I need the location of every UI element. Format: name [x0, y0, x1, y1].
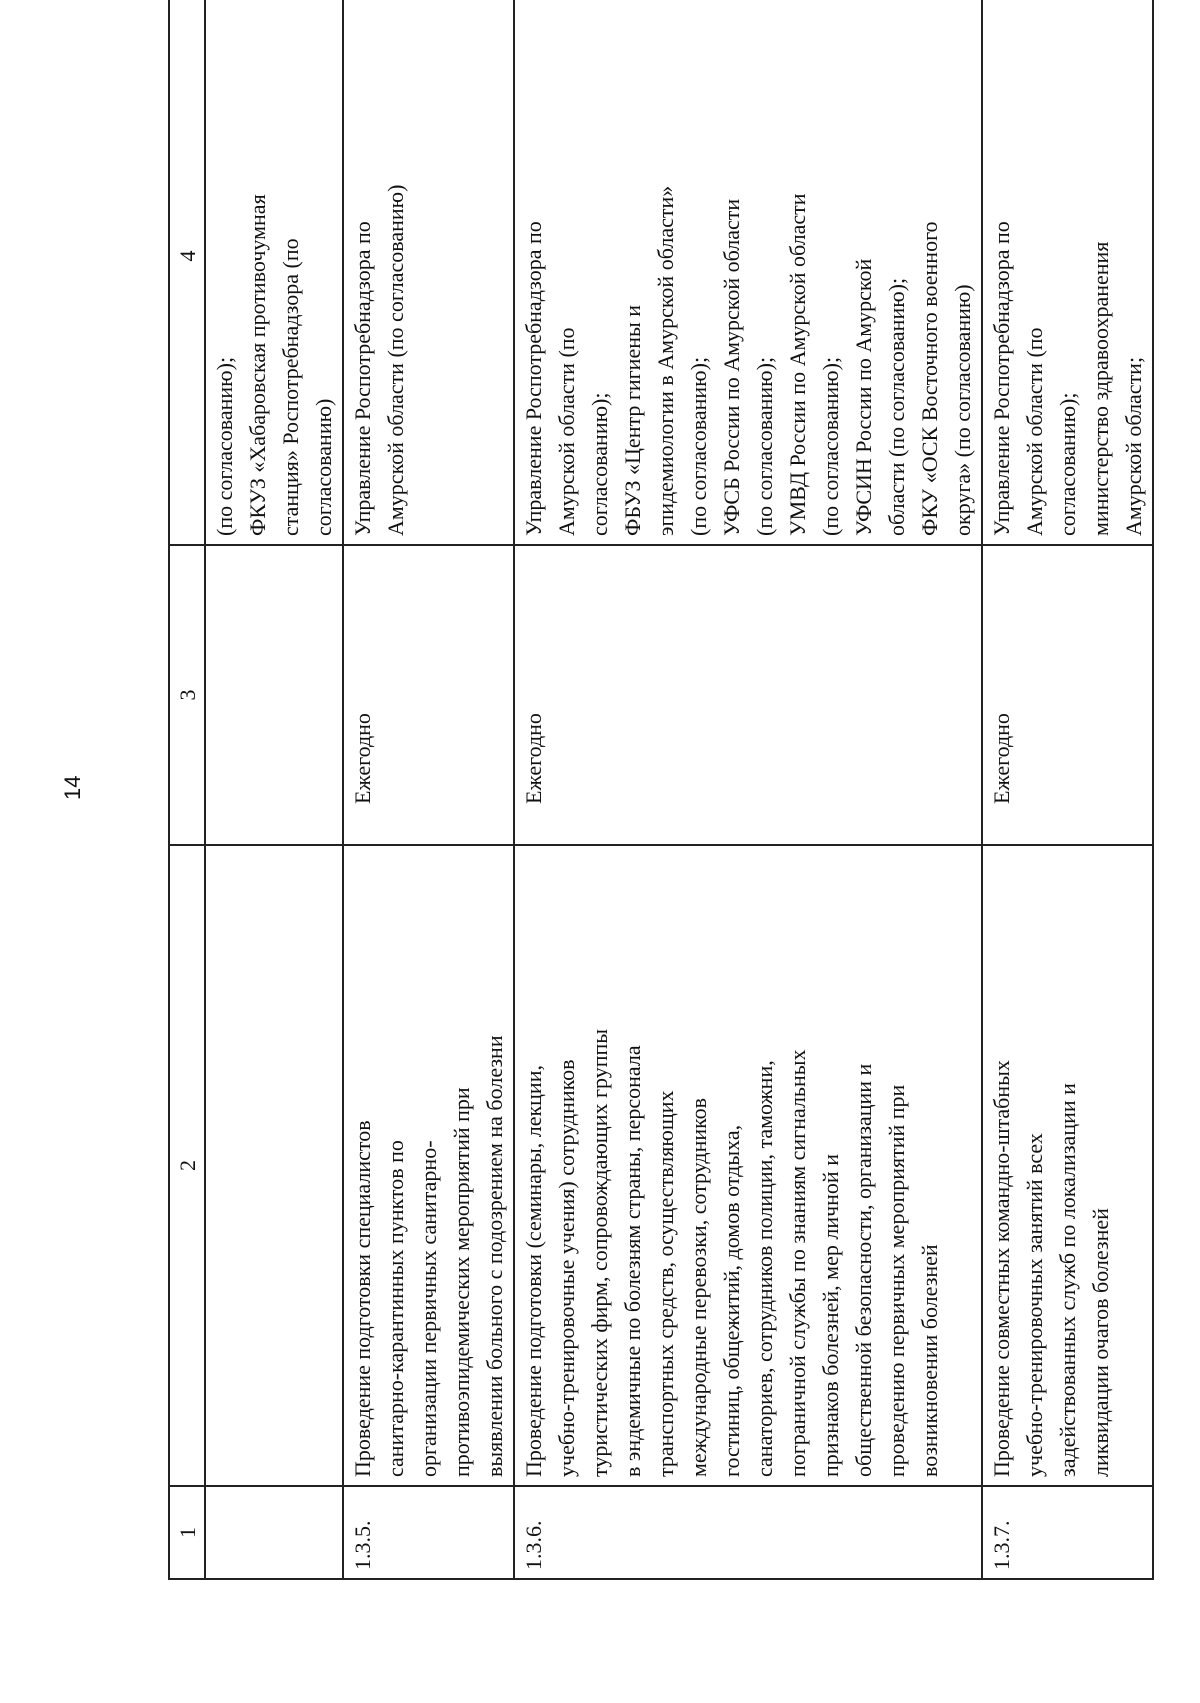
- cell-text-line: ФКУ «ОСК Восточного военного: [917, 221, 942, 536]
- cell-text-line: УФСИН России по Амурской: [851, 258, 876, 536]
- item-number-cell: 1.3.7.: [982, 1486, 1153, 1579]
- cell-text-line: выявлении больного с подозрением на болезни: [482, 1035, 507, 1477]
- cell-text-line: (по согласованию);: [752, 356, 777, 536]
- cell-text-line: УМВД России по Амурской области: [785, 193, 810, 536]
- cell-text-line: гостиниц, общежитий, домов отдыха,: [719, 1124, 744, 1477]
- table-row: [205, 0, 343, 1579]
- cell-text-line: согласованию);: [1055, 392, 1080, 536]
- cell-text-line: Проведение подготовки (семинары, лекции,: [521, 1065, 546, 1477]
- cell-text-line: министерство здравоохранения: [1088, 241, 1113, 536]
- period-cell: [205, 545, 343, 845]
- executors-cell: [982, 0, 1153, 545]
- cell-text-line: общественной безопасности, организации и: [851, 1063, 876, 1477]
- cell-text-line: проведению первичных мероприятий при: [884, 1084, 909, 1477]
- cell-text-line: области (по согласованию);: [884, 277, 909, 536]
- period-cell: Ежегодно: [343, 545, 514, 845]
- col-header-3: 3: [169, 545, 205, 845]
- cell-text-line: Амурской области (по: [1022, 327, 1047, 536]
- cell-text-line: Амурской области (по согласованию): [383, 184, 408, 536]
- activity-cell: [343, 845, 514, 1486]
- cell-text-line: пограничной службы по знаниям сигнальных: [785, 1049, 810, 1477]
- period-cell: Ежегодно: [514, 545, 982, 845]
- col-header-1: 1: [169, 1486, 205, 1579]
- cell-text-line: ФКУЗ «Хабаровская противочумная: [245, 194, 270, 536]
- period-cell: Ежегодно: [982, 545, 1153, 845]
- cell-text-line: учебно-тренировочные учения) сотрудников: [554, 1059, 579, 1477]
- table-row: [343, 0, 514, 1579]
- executors-cell: [514, 0, 982, 545]
- cell-text-line: туристических фирм, сопровождающих группы: [587, 1028, 612, 1477]
- activity-cell: [205, 845, 343, 1486]
- cell-text-line: согласованию);: [587, 392, 612, 536]
- cell-text-line: Управление Роспотребнадзора по: [521, 221, 546, 536]
- cell-text-line: Амурской области (по: [554, 327, 579, 536]
- item-number-cell: 1.3.6.: [514, 1486, 982, 1579]
- table-body: [205, 0, 1153, 1579]
- cell-text-line: Проведение подготовки специалистов: [350, 1120, 375, 1477]
- cell-text-line: согласованию): [311, 398, 336, 536]
- cell-text-line: УФСБ России по Амурской области: [719, 198, 744, 536]
- cell-text-line: задействованных служб по локализации и: [1055, 1083, 1080, 1477]
- cell-text-line: санаториев, сотрудников полиции, таможни,: [752, 1060, 777, 1477]
- plan-table: [168, 0, 1154, 1580]
- activity-cell: [982, 845, 1153, 1486]
- col-header-4: 4: [169, 0, 205, 545]
- cell-text-line: (по согласованию);: [686, 356, 711, 536]
- cell-text-line: Управление Роспотребнадзора по: [989, 221, 1014, 536]
- cell-text-line: возникновении болезней: [917, 1244, 942, 1477]
- cell-text-line: транспортных средств, осуществляющих: [653, 1090, 678, 1477]
- cell-text-line: Управление Роспотребнадзора по: [350, 221, 375, 536]
- rotated-table-container: [168, 40, 1146, 1580]
- table-row: [514, 0, 982, 1579]
- cell-text-line: ликвидации очагов болезней: [1088, 1208, 1113, 1477]
- executors-cell: [343, 0, 514, 545]
- cell-text-line: ФБУЗ «Центр гигиены и: [620, 304, 645, 536]
- cell-text-line: эпидемиологии в Амурской области»: [653, 185, 678, 536]
- cell-text-line: учебно-тренировочных занятий всех: [1022, 1133, 1047, 1477]
- cell-text-line: признаков болезней, мер личной и: [818, 1154, 843, 1477]
- activity-cell: [514, 845, 982, 1486]
- cell-text-line: санитарно-карантинных пунктов по: [383, 1140, 408, 1477]
- cell-text-line: международные перевозки, сотрудников: [686, 1097, 711, 1477]
- cell-text-line: организации первичных санитарно-: [416, 1140, 441, 1477]
- cell-text-line: станция» Роспотребнадзора (по: [278, 238, 303, 536]
- item-number-cell: 1.3.5.: [343, 1486, 514, 1579]
- table-row: [982, 0, 1153, 1579]
- executors-cell: [205, 0, 343, 545]
- header-row: [169, 0, 205, 1579]
- col-header-2: 2: [169, 845, 205, 1486]
- cell-text-line: в эндемичные по болезням страны, персонала: [620, 1045, 645, 1477]
- item-number-cell: [205, 1486, 343, 1579]
- cell-text-line: Амурской области;: [1121, 356, 1146, 536]
- cell-text-line: Проведение совместных командно-штабных: [989, 1060, 1014, 1477]
- cell-text-line: округа» (по согласованию): [950, 284, 975, 536]
- page-number: 14: [60, 775, 85, 800]
- cell-text-line: (по согласованию);: [818, 356, 843, 536]
- cell-text-line: противоэпидемических мероприятий при: [449, 1087, 474, 1477]
- cell-text-line: (по согласованию);: [212, 356, 237, 536]
